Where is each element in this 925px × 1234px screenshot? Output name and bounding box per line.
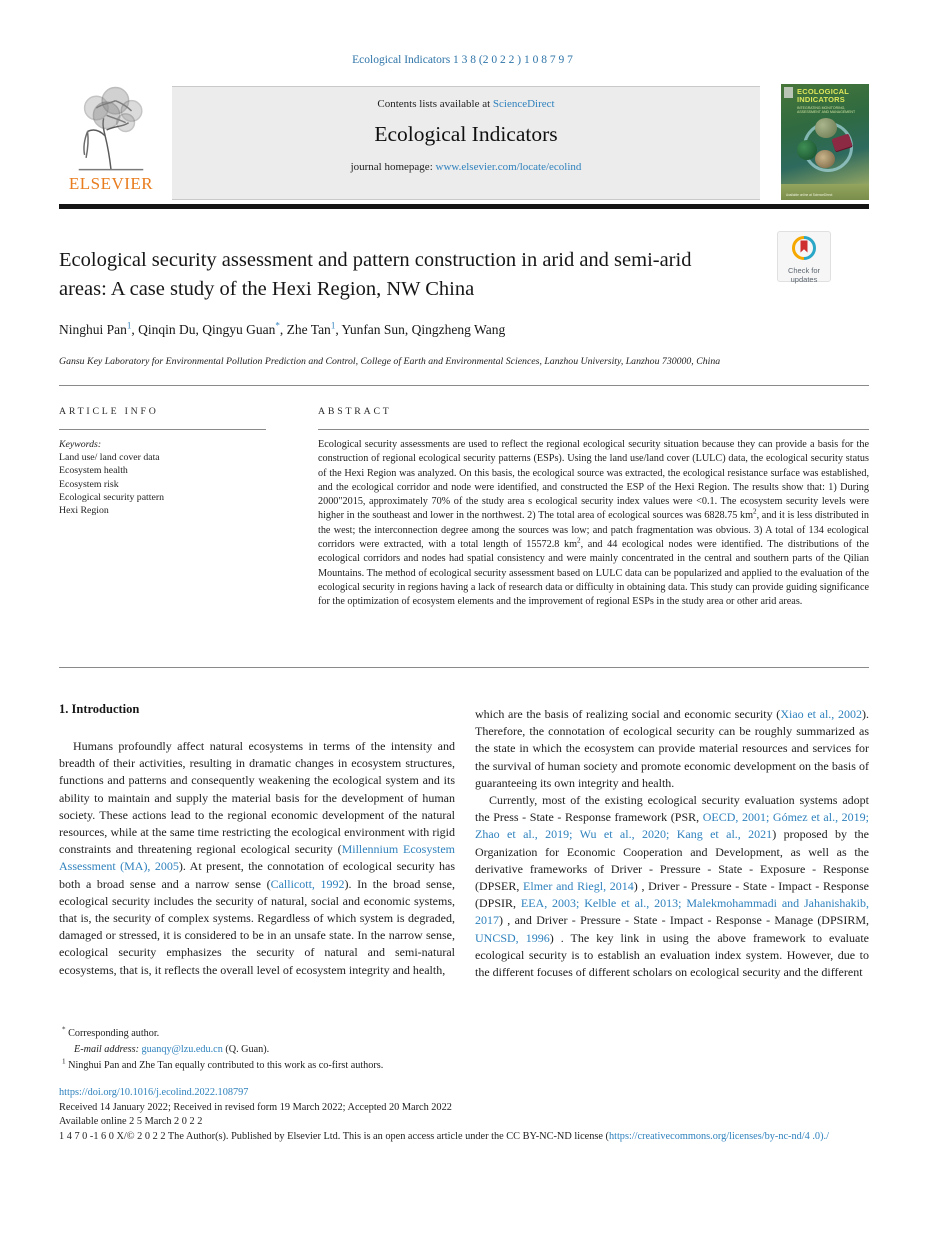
intro-paragraph: Currently, most of the existing ecological security evaluation systems adopt the Press - State - Response framework (PSR, OECD, 2001; Gómez et al., 2019; Zhao et al., 2019; Wu et al., 2020; Kang et al., 2021) proposed by the Organization for Economic Cooperation and Development, as well as the derivative frameworks of Driver - Pressure - State - Exposure - Response (DPSER, Elmer and Riegl, 2014) , Driver - Pressure - State - Impact - Response (DPSIR, EEA, 2003; Kelble et al., 2013; Malekmohammadi and Jahanishakib, 2017) , and Driver - Pressure - State - Impact - Response - Manage (DPSIRM, UNCSD, 1996) . The key link in using the above framework to evaluate ecological security is to establish an evaluation index system. However, due to the different focuses of different scholars on ecological security and the different [475, 793, 870, 980]
cover-subtitle: INTEGRATING MONITORING, ASSESSMENT AND MANAGEMENT [797, 106, 856, 114]
abstract-heading: ABSTRACT [318, 406, 392, 417]
citation-link[interactable]: EEA, 2003; Kelble et al., 2013; Malekmohammadi and Jahanishakib, 2017 [475, 896, 869, 928]
citation-link[interactable]: OECD, 2001; Gómez et al., 2019; Zhao et al., 2019; Wu et al., 2020; Kang et al., 2021 [475, 810, 869, 842]
license-link[interactable]: https://creativecommons.org/licenses/by-nc-nd/4 .0)./ [608, 1130, 829, 1142]
journal-homepage-link[interactable]: www.elsevier.com/locate/ecolind [435, 161, 582, 173]
contribution-note: $^1$ Ninghui Pan and Zhe Tan equally contributed to this work as co-first authors. [62, 1057, 384, 1071]
keyword-item: Ecosystem risk [59, 478, 119, 490]
article-info-rule [59, 429, 266, 430]
badge-label-line2: updates [790, 275, 818, 284]
keyword-item: Hexi Region [59, 505, 109, 517]
keywords-label: Keywords: [59, 439, 102, 450]
author-footnote-marker[interactable]: 1 [330, 320, 336, 331]
check-for-updates-badge[interactable] [777, 231, 831, 282]
body-divider [59, 667, 869, 668]
available-online: Available online 2 5 March 2 0 2 2 [59, 1116, 203, 1128]
sciencedirect-link[interactable]: ScienceDirect [492, 98, 555, 110]
citation-link[interactable]: Elmer and Riegl, 2014 [523, 879, 634, 894]
body-left-column [59, 738, 455, 979]
journal-citation-header: Ecological Indicators 1 3 8 (2 0 2 2 ) 1 0 8 7 9 7 [352, 54, 573, 66]
elsevier-wordmark: ELSEVIER [68, 174, 154, 193]
doi-link[interactable]: https://doi.org/10.1016/j.ecolind.2022.108797 [59, 1087, 249, 1098]
keyword-item: Ecosystem health [59, 465, 128, 477]
citation-link[interactable]: UNCSD, 1996 [475, 930, 550, 945]
corresponding-author-note: * Corresponding author. [62, 1025, 160, 1039]
cover-footer-text: Available online at ScienceDirect [786, 193, 833, 197]
keywords-block [59, 438, 289, 517]
cover-photo-circle [815, 118, 837, 138]
article-footer [59, 1086, 869, 1144]
contents-list-line: Contents lists available at ScienceDirect [377, 98, 555, 110]
body-right-column [475, 706, 869, 981]
badge-label-line1: Check for [787, 266, 821, 275]
article-info-heading: ARTICLE INFO [59, 406, 159, 417]
cover-photo-circle [797, 140, 817, 160]
journal-title: Ecological Indicators [374, 122, 558, 146]
cover-publisher-mark [784, 87, 793, 98]
citation-link[interactable]: Xiao et al., 2002 [780, 707, 862, 721]
journal-cover-thumbnail [781, 84, 869, 200]
affiliation: Gansu Key Laboratory for Environmental Pollution Prediction and Control, College of Earth and Environmental Sciences, Lanzhou University, Lanzhou 730000, China [59, 356, 721, 367]
keyword-item: Land use/ land cover data [59, 452, 160, 464]
introduction-heading: 1. Introduction [59, 702, 140, 716]
elsevier-tree-icon [59, 86, 163, 174]
author-footnote-marker[interactable]: 1 [126, 320, 132, 331]
journal-header [59, 86, 869, 200]
elsevier-logo [59, 86, 163, 200]
journal-homepage-line: journal homepage: www.elsevier.com/locate/ecolind [350, 161, 582, 173]
abstract-rule [318, 429, 869, 430]
email-link[interactable]: guanqy@lzu.edu.cn [141, 1043, 223, 1055]
citation-link[interactable]: Callicott, 1992 [270, 876, 345, 891]
cover-photo-circle [815, 150, 835, 168]
author-list: Ninghui Pan$^1$, Qinqin Du, Qingyu Guan*, Zhe Tan$^1$, Yunfan Sun, Qingzheng Wang [59, 320, 506, 337]
abstract-text: Ecological security assessments are used to reflect the regional ecological security situation because they can provide a basis for the construction of regional ecological security patterns (ESPs). Using the land use/land cover (LULC) data, the ecological security status of the Hexi Region was analyzed. On this basis, the ecological source was extracted, the ecological resistance surface was established, and the ecological corridor and node were identified, and constructed the ESP of the Hexi Region. The results show that: 1) During 2000"2015, approximately 70% of the study area s ecological security index values were <0.1. The ecosystem security levels were higher in the southeast and lower in the northwest. 2) The total area of ecological sources was 6828.75 $km^2$, and it is less distributed in the west; the interconnection degree among the sources was low; and patch fragmentation was obvious. 3) A total of 134 ecological corridors were extracted, with a total length of 15572.8 $km^2$, and 44 ecological nodes were identified. The distributions of the ecological corridors and nodes had spatial consistency and were mainly concentrated in the central and southern parts of the Qilian Mountains. The method of ecological security assessment based on LULC data can be popularized and applied to the evaluation of the ecological security in regions having a lack of research data or difficulty in obtaining data. This study can provide guiding significance for the optimization of ecosystem elements and the improvement of regional ESPs in the study area or other arid areas. [318, 439, 870, 608]
citation-link[interactable]: Millennium Ecosystem Assessment (MA), 2005 [59, 842, 455, 874]
email-note: E-mail address: guanqy@lzu.edu.cn (Q. Guan). [74, 1043, 270, 1055]
corresponding-author-marker[interactable]: * [275, 320, 280, 331]
header-divider-bar [59, 204, 869, 209]
intro-paragraph: Humans profoundly affect natural ecosystems in terms of the intensity and breadth of their activities, resulting in dramatic changes in ecosystem structures, functions and patterns and consequently weakening the ecological system and its ability to maintain and supply the material basis for the development of human society. These actions lead to the regional economic development of the natural resources, while at the same time restricting the ecological environment with rigid constraints and threatening regional ecological security (Millennium Ecosystem Assessment (MA), 2005). At present, the connotation of ecological security has both a broad sense and a narrow sense (Callicott, 1992). In the broad sense, ecological security includes the security of natural, social and economic systems, that is, the security of complex systems. Regardless of which system is degraded, damaged or stressed, it is considered to be in an unsafe state. In the narrow sense, ecological security emphasizes the security of natural and semi-natural ecosystems, that is, it reflects the overall level of ecosystem integrity and health, [59, 739, 456, 977]
cover-bottom-strip [781, 184, 869, 200]
section-divider [59, 385, 869, 386]
copyright-license-line: 1 4 7 0 -1 6 0 X/© 2 0 2 2 The Author(s). Published by Elsevier Ltd. This is an open access article under the CC BY-NC-ND license (https://creativecommons.org/licenses/by-nc-nd/4 .0)./ [59, 1130, 829, 1142]
cover-title: ECOLOGICAL INDICATORS [797, 87, 849, 104]
revision-history: Received 14 January 2022; Received in revised form 19 March 2022; Accepted 20 March 2022 [59, 1101, 452, 1113]
article-title: Ecological security assessment and pattern construction in arid and semi-arid areas: A case study of the Hexi Region, NW China [59, 249, 692, 300]
journal-banner [172, 86, 760, 200]
intro-paragraph-continued: which are the basis of realizing social and economic security (Xiao et al., 2002). Therefore, the connotation of ecological security can be roughly summarized as the state in which the ecosystem can provide material resources and services for the survival of human society and promote economic development on the basis of guaranteeing its own integrity and health. [475, 707, 869, 790]
keyword-item: Ecological security pattern [59, 491, 165, 503]
crossmark-icon [791, 248, 817, 265]
footnotes-block [62, 1026, 782, 1073]
